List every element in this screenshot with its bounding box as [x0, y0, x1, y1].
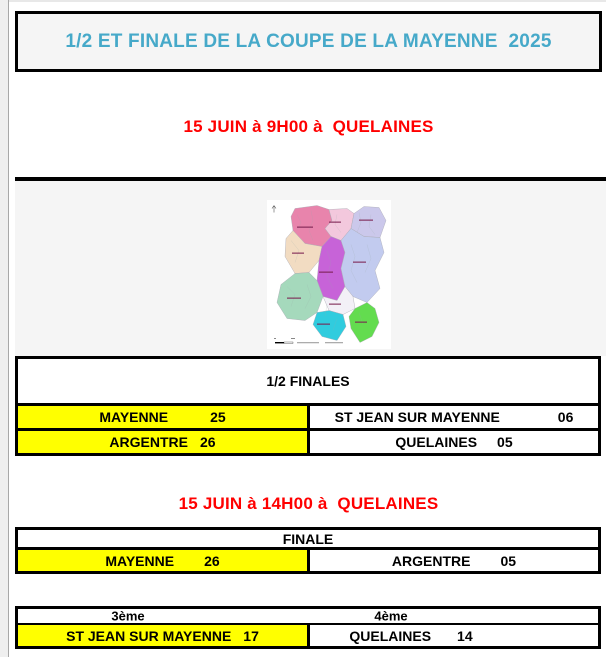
match-home-cell: [18, 406, 310, 428]
team-score: 17: [243, 627, 259, 644]
mayenne-map-image: [267, 200, 391, 349]
placement-table-header: [18, 609, 598, 625]
title-banner: [15, 11, 602, 72]
team-score: 06: [557, 409, 574, 425]
team-score: 26: [199, 434, 216, 450]
match-away-cell: [310, 550, 598, 571]
semifinal-table: [15, 356, 601, 456]
match-away-cell: [310, 431, 598, 453]
fourth-place-label: 4ème: [374, 608, 408, 624]
page-title: 1/2 ET FINALE DE LA COUPE DE LA MAYENNE 2025: [65, 30, 552, 52]
page-left-margin: [0, 0, 8, 657]
page-top-edge: [9, 0, 606, 2]
team-score: 25: [210, 409, 226, 425]
placement-match-row: [18, 625, 598, 646]
placement-table: [15, 606, 601, 649]
match-home-cell: [18, 431, 310, 453]
team-name: MAYENNE: [105, 552, 175, 569]
team-name: ST JEAN SUR MAYENNE: [66, 627, 232, 644]
third-place-label: 3ème: [111, 608, 145, 624]
team-score: 14: [457, 627, 473, 644]
semifinal-match-row-1: [18, 406, 598, 431]
final-heading: 15 JUIN à 14H00 à QUELAINES: [178, 494, 439, 513]
team-score: 05: [497, 434, 513, 450]
team-score: 05: [500, 552, 517, 569]
team-name: ARGENTRE: [391, 552, 471, 569]
map-panel: [15, 177, 606, 356]
page-margin-line: [8, 0, 9, 657]
team-score: 26: [204, 552, 220, 569]
final-table-header: FINALE: [18, 530, 598, 550]
semifinal-table-header: 1/2 FINALES: [18, 359, 598, 406]
team-name: QUELAINES: [349, 627, 432, 644]
semifinal-match-row-2: [18, 431, 598, 453]
final-table: [15, 527, 601, 574]
team-name: MAYENNE: [99, 409, 169, 425]
team-name: ST JEAN SUR MAYENNE: [334, 409, 500, 425]
team-name: ARGENTRE: [109, 434, 188, 450]
team-name: QUELAINES: [395, 434, 478, 450]
final-match-row: [18, 550, 598, 571]
match-away-cell: [310, 406, 598, 428]
semifinal-heading: 15 JUIN à 9H00 à QUELAINES: [183, 117, 434, 136]
match-away-cell: [310, 625, 598, 646]
match-home-cell: [18, 625, 310, 646]
match-home-cell: [18, 550, 310, 571]
mayenne-map-svg: [267, 200, 391, 349]
